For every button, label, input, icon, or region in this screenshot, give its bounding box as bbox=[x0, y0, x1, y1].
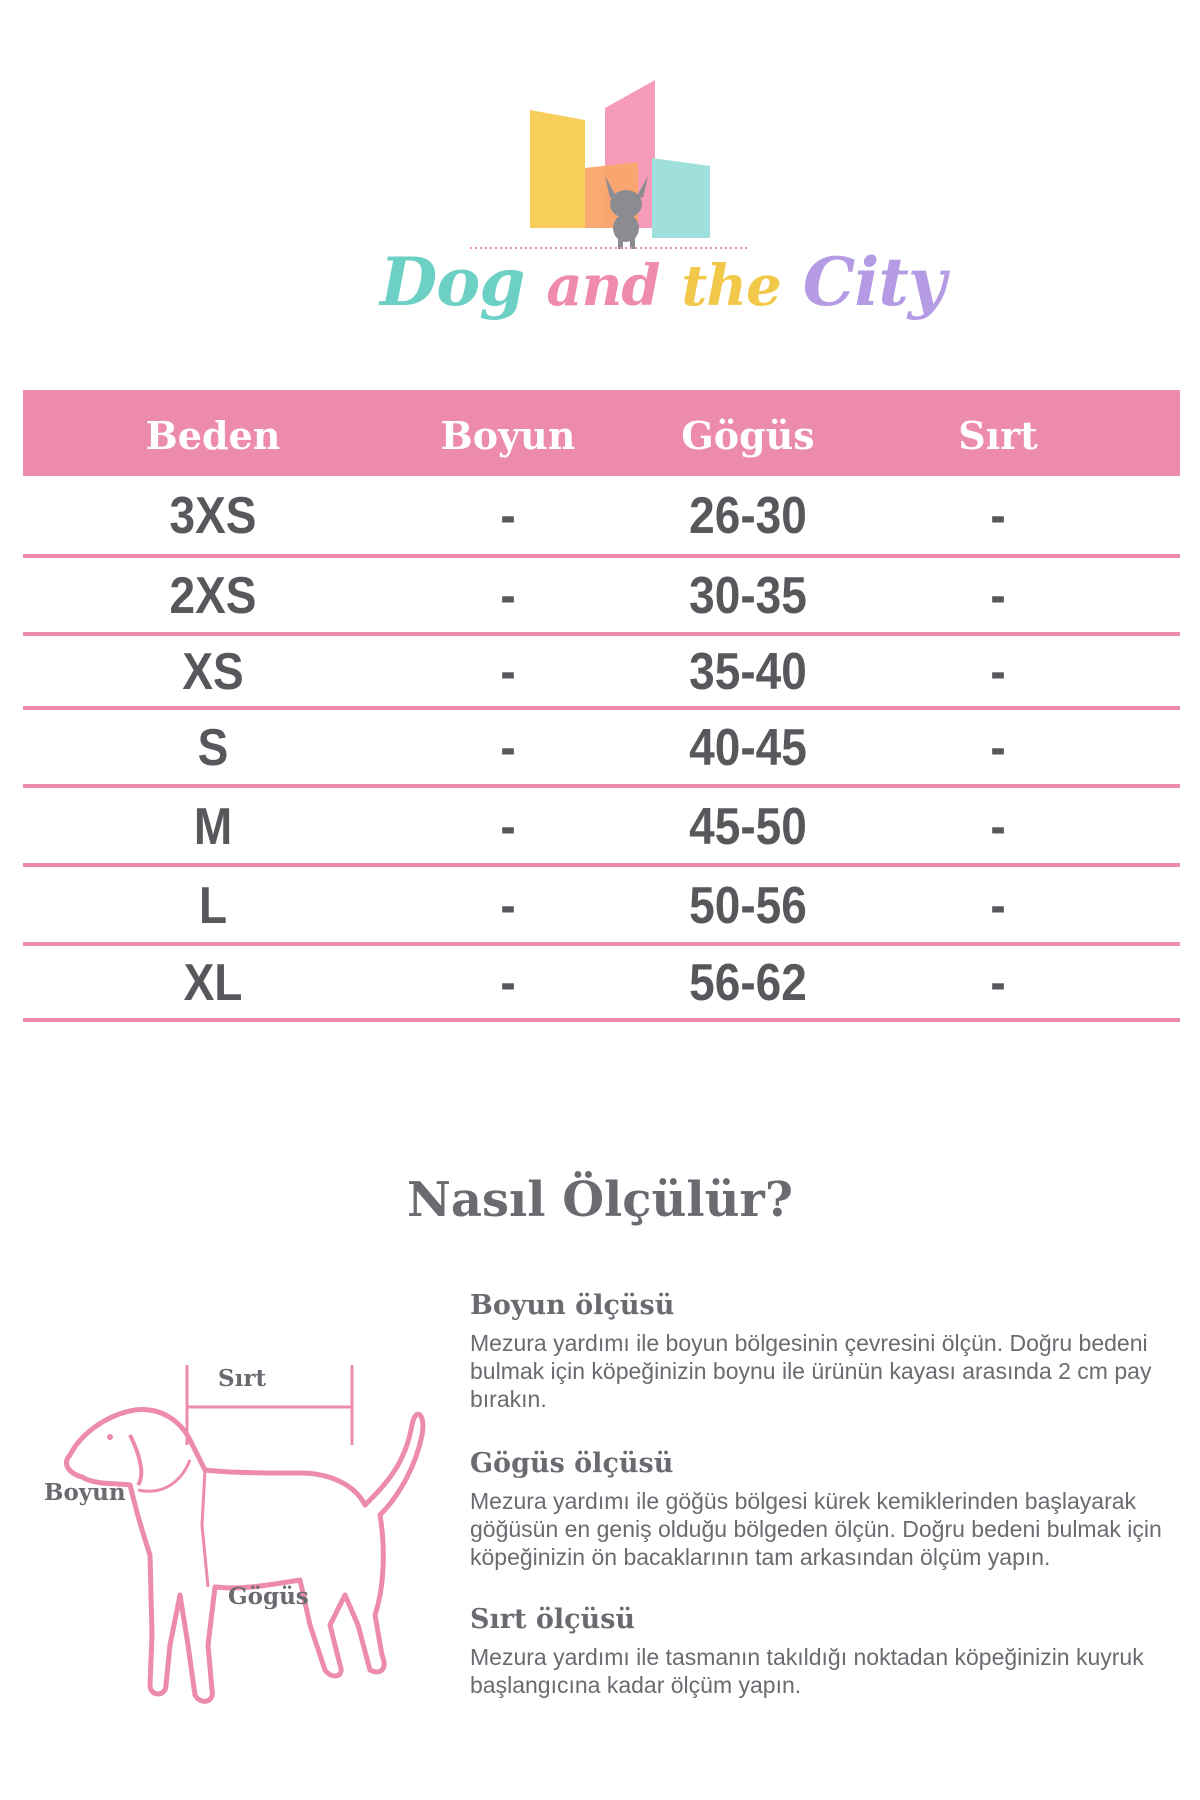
instruction-chest-title: Gögüs ölçüsü bbox=[470, 1448, 674, 1479]
cell-size: XS bbox=[182, 641, 244, 701]
table-row bbox=[23, 867, 1180, 946]
cell-chest: 40-45 bbox=[689, 717, 807, 777]
cell-chest: 56-62 bbox=[689, 952, 807, 1012]
table-row bbox=[23, 710, 1180, 788]
brand-wordmark bbox=[380, 243, 946, 321]
brand-word-and: and bbox=[546, 253, 660, 319]
brand-word-dog: Dog bbox=[380, 243, 525, 321]
cell-chest: 26-30 bbox=[689, 485, 807, 545]
instruction-back bbox=[470, 1604, 1170, 1699]
cell-neck: - bbox=[500, 952, 516, 1012]
table-row bbox=[23, 636, 1180, 710]
cell-back: - bbox=[990, 875, 1006, 934]
cell-size: L bbox=[198, 875, 228, 934]
how-to-measure-title: Nasıl Ölçülür? bbox=[407, 1172, 793, 1228]
instruction-chest bbox=[470, 1448, 1170, 1571]
header-gogus: Gögüs bbox=[681, 413, 815, 458]
brand-word-city: City bbox=[802, 243, 946, 321]
diagram-label-chest: Gögüs bbox=[228, 1583, 309, 1610]
brand-word-the: the bbox=[681, 253, 781, 319]
cell-back: - bbox=[990, 485, 1006, 545]
header-sirt: Sırt bbox=[958, 413, 1038, 458]
cell-chest: 50-56 bbox=[689, 875, 807, 934]
table-row bbox=[23, 946, 1180, 1022]
cell-neck: - bbox=[500, 717, 516, 777]
cell-chest: 30-35 bbox=[689, 565, 807, 625]
header-boyun: Boyun bbox=[440, 413, 576, 458]
instruction-back-text: Mezura yardımı ile tasmanın takıldığı noktadan köpeğinizin kuyruk başlangıcına kadar ölçüm yapın. bbox=[470, 1644, 1144, 1698]
dog-outline-icon bbox=[40, 1355, 440, 1715]
instruction-neck-text: Mezura yardımı ile boyun bölgesinin çevresini ölçün. Doğru bedeni bulmak için köpeğinizin boynu ile ürünün kayası arasında 2 cm pay bırakın. bbox=[470, 1330, 1152, 1412]
dog-measurement-diagram bbox=[40, 1355, 440, 1715]
cell-neck: - bbox=[500, 565, 516, 625]
cell-size: 2XS bbox=[169, 565, 257, 625]
table-row bbox=[23, 476, 1180, 558]
cell-neck: - bbox=[500, 641, 516, 701]
table-row bbox=[23, 558, 1180, 636]
instruction-chest-text: Mezura yardımı ile göğüs bölgesi kürek kemiklerinden başlayarak göğüsün en geniş olduğu bölgeden ölçün. Doğru bedeni bulmak için köpeğinizin ön bacaklarının tam arkasından ölçüm yapın. bbox=[470, 1488, 1162, 1570]
cell-back: - bbox=[990, 796, 1006, 855]
table-row bbox=[23, 788, 1180, 867]
size-table bbox=[23, 390, 1180, 1022]
cell-chest: 45-50 bbox=[689, 796, 807, 855]
cell-size: S bbox=[197, 717, 229, 777]
cell-back: - bbox=[990, 717, 1006, 777]
cell-chest: 35-40 bbox=[689, 641, 807, 701]
cell-back: - bbox=[990, 952, 1006, 1012]
cell-neck: - bbox=[500, 485, 516, 545]
diagram-label-neck: Boyun bbox=[44, 1479, 126, 1506]
diagram-label-back: Sırt bbox=[218, 1365, 267, 1392]
instruction-neck bbox=[470, 1290, 1170, 1413]
cell-neck: - bbox=[500, 875, 516, 934]
instruction-neck-title: Boyun ölçüsü bbox=[470, 1290, 675, 1321]
brand-logo bbox=[380, 78, 946, 338]
table-header bbox=[23, 390, 1180, 476]
instruction-back-title: Sırt ölçüsü bbox=[470, 1604, 636, 1635]
header-beden: Beden bbox=[145, 413, 281, 458]
cell-size: M bbox=[193, 796, 233, 855]
cell-size: 3XS bbox=[169, 485, 257, 545]
cell-back: - bbox=[990, 641, 1006, 701]
cell-neck: - bbox=[500, 796, 516, 855]
cell-back: - bbox=[990, 565, 1006, 625]
cell-size: XL bbox=[183, 952, 243, 1012]
